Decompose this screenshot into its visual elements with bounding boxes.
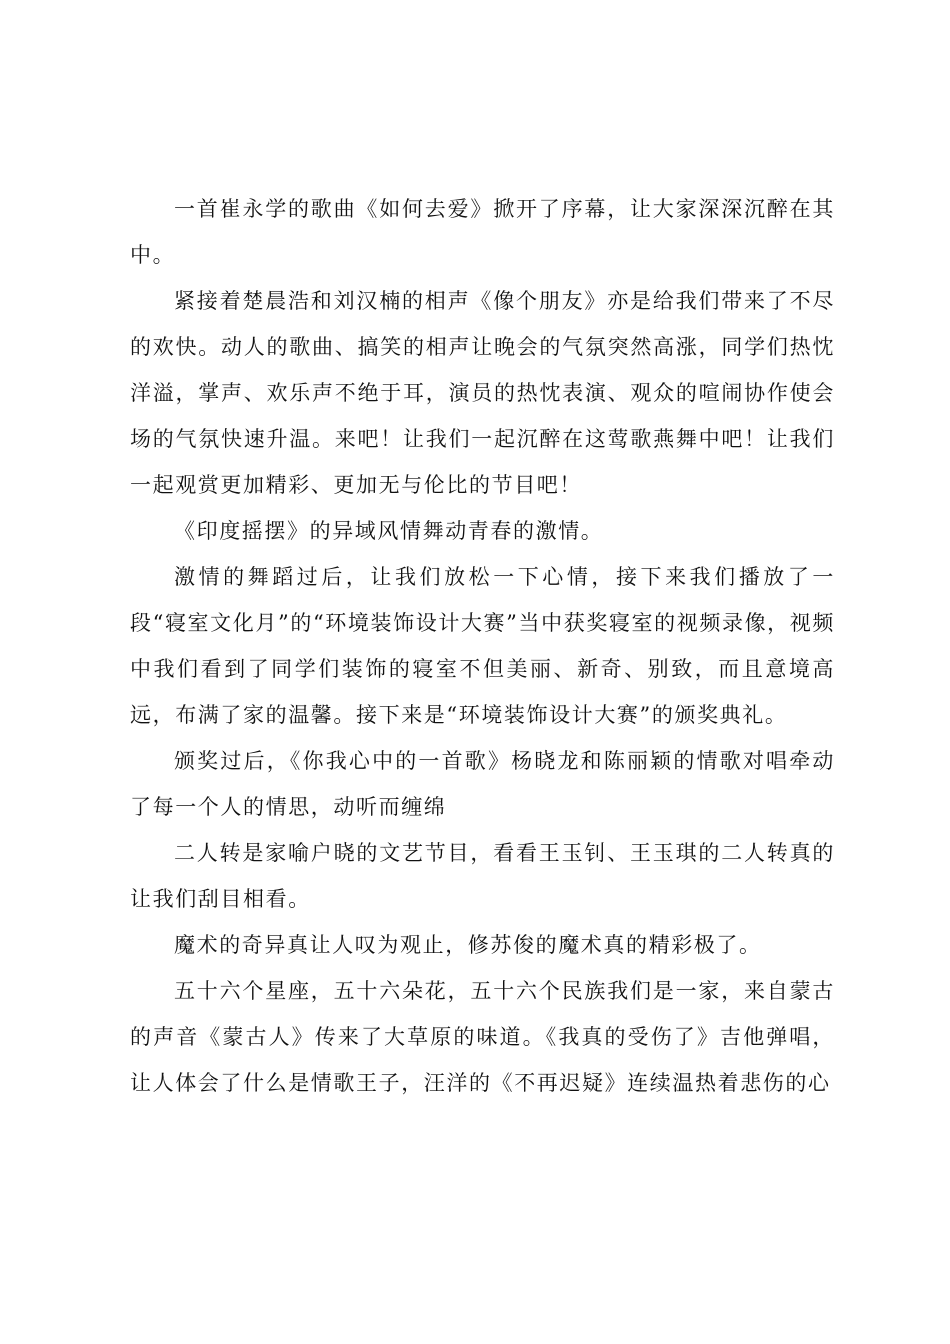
paragraph-7: 魔术的奇异真让人叹为观止，修苏俊的魔术真的精彩极了。	[174, 933, 762, 957]
paragraph-1: 一首崔永学的歌曲《如何去爱》掀开了序幕，让大家深深沉醉在其中。	[130, 197, 835, 267]
paragraph-4: 激情的舞蹈过后，让我们放松一下心情，接下来我们播放了一段“寝室文化月”的“环境装饰设计大赛”当中获奖寝室的视频录像，视频中我们看到了同学们装饰的寝室不但美丽、新奇、别致，而且意境高远，布满了家的温馨。接下来是“环境装饰设计大赛”的颁奖典礼。	[130, 565, 835, 727]
paragraph-6: 二人转是家喻户晓的文艺节目，看看王玉钊、王玉琪的二人转真的让我们刮目相看。	[130, 841, 835, 911]
paragraph-5: 颁奖过后，《你我心中的一首歌》杨晓龙和陈丽颖的情歌对唱牵动了每一个人的情思，动听而缠绵	[130, 749, 835, 819]
paragraph-2: 紧接着楚晨浩和刘汉楠的相声《像个朋友》亦是给我们带来了不尽的欢快。动人的歌曲、搞笑的相声让晚会的气氛突然高涨，同学们热忱洋溢，掌声、欢乐声不绝于耳，演员的热忱表演、观众的喧闹协作使会场的气氛快速升温。来吧！让我们一起沉醉在这莺歌燕舞中吧！让我们一起观赏更加精彩、更加无与伦比的节目吧！	[130, 289, 835, 497]
paragraph-8: 五十六个星座，五十六朵花，五十六个民族我们是一家，来自蒙古的声音《蒙古人》传来了大草原的味道。《我真的受伤了》吉他弹唱，让人体会了什么是情歌王子，汪洋的《不再迟疑》连续温热着悲伤的心	[130, 979, 835, 1095]
paragraph-3: 《印度摇摆》的异域风情舞动青春的激情。	[174, 519, 604, 543]
document-body	[130, 186, 835, 1106]
